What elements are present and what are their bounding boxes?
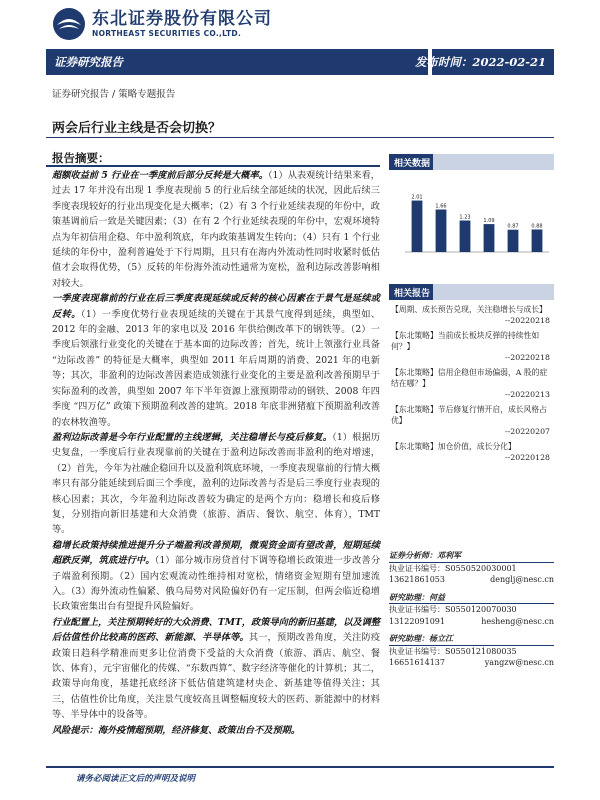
report-type-label: 证券研究报告	[54, 55, 123, 69]
paragraph-body: （1）从表观统计结果来看，过去 17 年并没有出现 1 季度表现前 5 的行业后续全部延续的状况，因此后续三季度表现较好的行业出现变化是大概率；（2）有 3 个行业延续表现的年份中，政策基调前后一致是关键因素；（3）在有 2 个行业延续表现的年份中，宏观环境特点为年初信用企稳、年中盈利筑底，年内政策基调发生转向；（4）只有 1 个行业延续的年份中，盈利普遍处于下行周期，且只有在海内外流动性同时收紧时低估值才会取得优势，（5）反转的年份海外流动性通常为宽松，盈利边际改善影响相对较大。	[52, 170, 380, 289]
paragraph-body: （1）一季度优势行业表现延续的关键在于其景气度得到延续，典型如、2012 年的金融、2013 年的家电以及 2016 年供给侧改革下的钢铁等。（2）一季度后领涨行业变化的关键在于基本面的边际改善；首先，统计上领涨行业具备 “边际改善” 的特征是大概率，典型如 2011 年后周期的消费、2021 年的电新等；其次，非盈利的边际改善因素造成领涨行业变化的主要是盈利改善预期早于实际盈利的改善，典型如 2007 年下半年资源上涨预期带动的钢铁、2008 年四季度 “四万亿” 政策下预期盈利改善的建筑。2018 年底非洲猪瘟下预期盈利改善的农林牧渔等。	[52, 308, 381, 428]
summary-paragraph	[52, 430, 380, 538]
bar-value-label: 2.01	[411, 194, 423, 201]
title-divider	[46, 137, 554, 138]
bar-value-label: 1.66	[435, 203, 447, 210]
chart-bar	[460, 221, 471, 252]
summary-paragraph	[52, 291, 380, 430]
report-title[interactable]: 【东北策略】当前成长板块反弹的持续性如何？】	[391, 331, 540, 351]
related-data-title: 相关数据	[394, 159, 431, 169]
report-link[interactable]	[391, 441, 554, 463]
related-reports-list	[389, 304, 554, 463]
report-date: --20220218	[505, 316, 550, 325]
report-link[interactable]	[391, 404, 554, 437]
related-data-panel	[389, 154, 554, 288]
bar-value-label: 1.23	[459, 214, 471, 221]
related-data-tab	[389, 154, 433, 170]
breadcrumb: 证券研究报告 / 策略专题报告	[52, 89, 176, 100]
chart-bar	[484, 224, 495, 252]
logo-mark-icon	[52, 7, 86, 41]
related-reports-tab	[389, 284, 433, 300]
page-title: 两会后行业主线是否会切换？	[52, 121, 222, 136]
report-title[interactable]: 【东北策略】信用企稳但市场偏弱，A 股的症结在哪？】	[391, 368, 548, 388]
summary-paragraph	[52, 615, 380, 723]
summary-body	[52, 168, 380, 738]
report-date: --20220213	[505, 390, 550, 399]
report-date: --20220218	[505, 353, 550, 362]
summary-paragraph	[52, 168, 380, 291]
analyst-cert: 执业证书编号：S0550121080035	[389, 646, 517, 656]
footer-disclaimer: 请务必阅读正文后的声明及说明	[76, 774, 196, 784]
publish-date: 发布时间：2022-02-21	[414, 55, 546, 69]
analyst-cert: 执业证书编号：S0550120070030	[389, 605, 517, 614]
analyst-email[interactable]: denglj@nesc.cn	[490, 575, 554, 584]
related-data-chart	[389, 170, 554, 288]
risk-warning	[52, 723, 380, 738]
brand-name-cn: 东北证券股份有限公司	[92, 8, 272, 29]
report-link[interactable]	[391, 304, 554, 326]
report-date: --20220128	[505, 453, 550, 462]
paragraph-body: 其一，预期改善角度，关注防疫政策日趋科学精准而更多让位消费下受益的大众消费（旅游、酒店、航空、餐饮、体育），元宇宙催化的传媒、“东数西算”、数字经济等催化的计算机；其二，政策导向角度，基建托底经济下低估值建筑建材央企、新基建等值得关注；其三，估值性价比角度，关注景气度较高且调整幅度较大的医药、新能源中的材料等、半导体中的设备等。	[52, 632, 381, 721]
analyst-email[interactable]: yangzw@nesc.cn	[484, 658, 554, 667]
bar-value-label: 1.09	[483, 218, 495, 225]
paragraph-lead: 行业配置上，关注预期转好的大众消费、TMT，政策导向的新旧基建，以及调整后估值性价比较高的医药、新能源、半导体等。	[52, 616, 380, 644]
related-data-header	[389, 154, 554, 170]
report-title[interactable]: 【周期、成长预告兑现，关注稳增长与成长】	[391, 305, 547, 314]
analyst-phone: 13122091091	[389, 616, 445, 626]
report-header-band	[46, 49, 554, 75]
analyst-role: 研究助理：杨立江	[389, 633, 554, 646]
report-link[interactable]	[391, 367, 554, 400]
summary-divider	[46, 165, 380, 167]
bar-value-label: 0.87	[507, 223, 519, 230]
analyst-role: 研究助理：何益	[389, 592, 554, 605]
analyst-email[interactable]: hesheng@nesc.cn	[481, 616, 554, 626]
chart-bar	[532, 229, 543, 252]
analyst-role: 证券分析师：邓利军	[389, 550, 554, 563]
analyst-phone: 13621861053	[389, 575, 445, 584]
related-reports-title: 相关报告	[394, 289, 431, 299]
paragraph-lead: 稳增长政策持续推进提升分子端盈利改善预期，微观资金面有望改善，短期延续超跌反弹，筑底进行中。	[52, 539, 380, 567]
paragraph-lead: 盈利边际改善是今年行业配置的主线逻辑，关注稳增长与疫后修复。	[52, 431, 333, 443]
brand-name-en: NORTHEAST SECURITIES CO.,LTD.	[92, 28, 242, 38]
analyst-cert: 执业证书编号：S0550520030001	[389, 563, 517, 573]
paragraph-body: （1）部分城市房贷首付下调等稳增长政策进一步改善分子端盈利预期。（2）国内宏观流动性维持相对宽松，情绪资金短期有望加速流入。（3）海外流动性偏紧、俄乌局势对风险偏好仍有一定压制，但两会临近稳增长政策密集出台有望提升风险偏好。	[52, 555, 381, 613]
chart-bar	[412, 201, 423, 252]
analyst-phone: 16651614137	[389, 658, 445, 667]
paragraph-body: （1）根据历史复盘，一季度后行业表现靠前的关键在于盈利边际改善而非盈利的绝对增速，（2）首先，今年为社融企稳回升以及盈利筑底环境，一季度表现靠前的行情大概率只有部分能延续到后面三个季度，盈利的边际改善与否是后三季度行业表现的核心因素；其次，今年盈利边际改善较为确定的是两个方向：稳增长和疫后修复，分别指向新旧基建和大众消费（旅游、酒店、餐饮、航空、体育），TMT 等。	[52, 431, 381, 536]
related-reports-header	[389, 284, 554, 300]
bar-value-label: 0.88	[531, 223, 543, 230]
analyst-block	[389, 633, 554, 669]
paragraph-lead: 超额收益前 5 行业在一季度前后部分反转是大概率。	[52, 170, 268, 181]
risk-lead: 风险提示：海外疫情超预期，经济修复、政策出台不及预期。	[52, 724, 301, 736]
analyst-block	[389, 550, 554, 586]
company-logo	[52, 6, 272, 42]
chart-bar	[508, 230, 519, 252]
report-link[interactable]	[391, 330, 554, 363]
analyst-block	[389, 592, 554, 628]
analysts-panel	[389, 544, 554, 669]
report-date: --20220207	[505, 427, 550, 436]
report-title[interactable]: 【东北策略】加仓价值，成长分化】	[391, 442, 516, 451]
chart-bar	[436, 210, 447, 252]
related-reports-panel	[389, 284, 554, 463]
report-title[interactable]: 【东北策略】节后修复行情开启，成长风格占优】	[391, 405, 547, 425]
summary-heading: 报告摘要：	[52, 151, 110, 165]
paragraph-lead: 一季度表现靠前的行业在后三季度表现延续或反转的核心因素在于景气是延续或反转。	[52, 293, 380, 320]
summary-paragraph	[52, 538, 380, 615]
footer-divider	[46, 766, 554, 768]
